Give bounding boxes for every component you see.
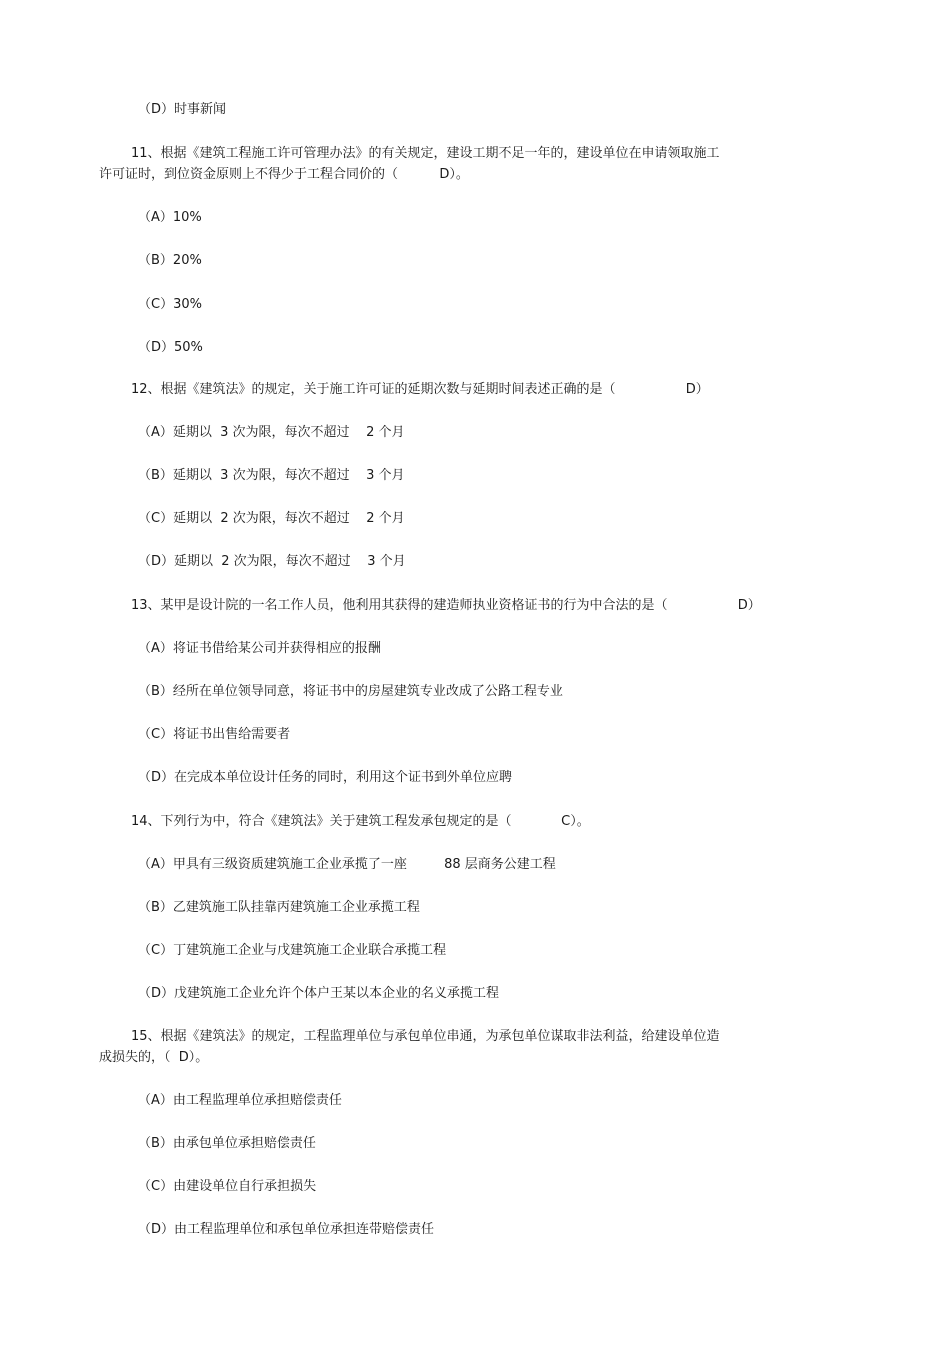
question-text: 11、根据《建筑工程施工许可管理办法》的有关规定，建设工期不足一年的，建设单位在申请领取施工: [131, 146, 720, 161]
answer-option: （C）延期以 2 次为限，每次不超过 2 个月: [138, 511, 405, 526]
answer-option: （D）延期以 2 次为限，每次不超过 3 个月: [138, 554, 406, 569]
answer-option: （B）20%: [138, 253, 202, 268]
question-text: 许可证时，到位资金原则上不得少于工程合同价的（ D）。: [99, 167, 469, 182]
question-text: 13、某甲是设计院的一名工作人员，他利用其获得的建造师执业资格证书的行为中合法的是（ D）: [131, 598, 761, 613]
answer-option: （C）将证书出售给需要者: [138, 727, 291, 742]
answer-option: （D）由工程监理单位和承包单位承担连带赔偿责任: [138, 1222, 435, 1237]
answer-option: （A）将证书借给某公司并获得相应的报酬: [138, 641, 381, 656]
question-text: 成损失的，（ D）。: [99, 1050, 209, 1065]
answer-option: （B）延期以 3 次为限，每次不超过 3 个月: [138, 468, 405, 483]
answer-option: （C）由建设单位自行承担损失: [138, 1179, 317, 1194]
question-text: 14、下列行为中，符合《建筑法》关于建筑工程发承包规定的是（ C）。: [131, 814, 590, 829]
answer-option: （A）10%: [138, 210, 202, 225]
answer-option: （A）由工程监理单位承担赔偿责任: [138, 1093, 342, 1108]
answer-option: （B）经所在单位领导同意，将证书中的房屋建筑专业改成了公路工程专业: [138, 684, 563, 699]
answer-option: （D）时事新闻: [138, 102, 227, 117]
answer-option: （B）由承包单位承担赔偿责任: [138, 1136, 316, 1151]
answer-option: （D）戊建筑施工企业允许个体户王某以本企业的名义承揽工程: [138, 986, 500, 1001]
answer-option: （C）丁建筑施工企业与戊建筑施工企业联合承揽工程: [138, 943, 447, 958]
question-text: 15、根据《建筑法》的规定，工程监理单位与承包单位串通，为承包单位谋取非法利益，给建设单位造: [131, 1029, 720, 1044]
answer-option: （A）甲具有三级资质建筑施工企业承揽了一座 88 层商务公建工程: [138, 857, 556, 872]
answer-option: （D）50%: [138, 340, 203, 355]
answer-option: （C）30%: [138, 297, 202, 312]
question-text: 12、根据《建筑法》的规定，关于施工许可证的延期次数与延期时间表述正确的是（ D）: [131, 382, 709, 397]
answer-option: （A）延期以 3 次为限，每次不超过 2 个月: [138, 425, 405, 440]
answer-option: （B）乙建筑施工队挂靠丙建筑施工企业承揽工程: [138, 900, 420, 915]
answer-option: （D）在完成本单位设计任务的同时，利用这个证书到外单位应聘: [138, 770, 513, 785]
